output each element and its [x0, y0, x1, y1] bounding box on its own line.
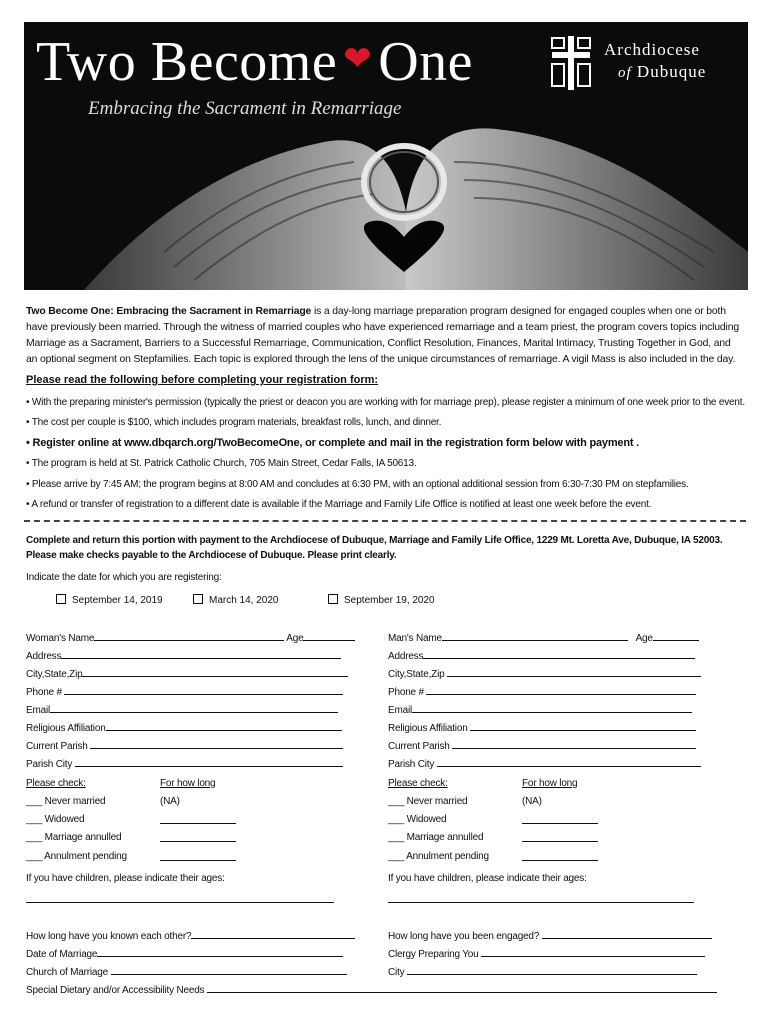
woman-widowed[interactable]: ___ Widowed [26, 814, 85, 825]
archdiocese-logo [548, 34, 738, 94]
woman-annulled-line[interactable] [160, 832, 236, 845]
man-pending-line[interactable] [522, 851, 598, 864]
heart-icon: ❤ [343, 41, 373, 78]
woman-for-how-long: For how long [160, 778, 216, 789]
woman-phone-field[interactable]: Phone # [26, 685, 343, 698]
woman-pending-line[interactable] [160, 851, 236, 864]
cross-emblem-icon [548, 34, 594, 92]
man-city-field[interactable]: City,State,Zip [388, 667, 701, 680]
read-heading: Please read the following before completing your registration form: [26, 374, 379, 386]
checkbox-icon[interactable] [56, 594, 66, 604]
logo-line2: of Dubuque [618, 62, 707, 81]
man-name-field[interactable]: Man's Name Age [388, 631, 699, 644]
man-please-check: Please check: [388, 778, 448, 789]
man-phone-field[interactable]: Phone # [388, 685, 696, 698]
date-option-3[interactable]: September 19, 2020 [328, 594, 435, 606]
man-annulled[interactable]: ___ Marriage annulled [388, 832, 484, 843]
woman-name-field[interactable]: Woman's Name Age [26, 631, 355, 644]
date-option-2[interactable]: March 14, 2020 [193, 594, 279, 606]
man-widowed[interactable]: ___ Widowed [388, 814, 447, 825]
engaged-field[interactable]: How long have you been engaged? [388, 929, 712, 942]
known-each-other-field[interactable]: How long have you known each other? [26, 929, 355, 942]
woman-email-field[interactable]: Email [26, 703, 338, 716]
bullet-schedule: • Please arrive by 7:45 AM; the program begins at 8:00 AM and concludes at 6:30 PM, with an optional additional session from 6:30-7:30 PM on stepfamilies. [26, 479, 689, 490]
intro-bold: Two Become One: Embracing the Sacrament in Remarriage [26, 306, 312, 317]
bullet-register: • Register online at www.dbqarch.org/TwoBecomeOne, or complete and mail in the registration form below with payment . [26, 437, 640, 449]
man-pending[interactable]: ___ Annulment pending [388, 851, 489, 862]
title-right: One [378, 31, 474, 93]
intro-paragraph [26, 304, 744, 368]
woman-parish-field[interactable]: Current Parish [26, 739, 343, 752]
woman-religion-field[interactable]: Religious Affiliation [26, 721, 342, 734]
woman-na: (NA) [160, 796, 180, 807]
woman-parish-city-field[interactable]: Parish City [26, 757, 343, 770]
woman-never-married[interactable]: ___ Never married [26, 796, 106, 807]
bullet-permission: • With the preparing minister's permission (typically the priest or deacon you are working with for marriage prep), please register a minimum of one week prior to the event. [26, 397, 745, 408]
date-of-marriage-field[interactable]: Date of Marriage [26, 947, 343, 960]
city-field[interactable]: City [388, 965, 697, 978]
man-parish-city-field[interactable]: Parish City [388, 757, 701, 770]
date-option-1[interactable]: September 14, 2019 [56, 594, 163, 606]
woman-please-check: Please check: [26, 778, 86, 789]
man-parish-field[interactable]: Current Parish [388, 739, 696, 752]
woman-address-field[interactable]: Address [26, 649, 341, 662]
cut-line-divider [24, 520, 746, 522]
woman-widowed-line[interactable] [160, 814, 236, 827]
man-widowed-line[interactable] [522, 814, 598, 827]
man-never-married[interactable]: ___ Never married [388, 796, 468, 807]
man-for-how-long: For how long [522, 778, 578, 789]
header-banner [24, 22, 748, 290]
indicate-date-label: Indicate the date for which you are registering: [26, 572, 222, 583]
bullet-cost: • The cost per couple is $100, which includes program materials, breakfast rolls, lunch, and dinner. [26, 417, 442, 428]
title-left: Two Become [36, 31, 338, 93]
checkbox-icon[interactable] [328, 594, 338, 604]
woman-annulled[interactable]: ___ Marriage annulled [26, 832, 122, 843]
dietary-needs-field[interactable]: Special Dietary and/or Accessibility Needs [26, 983, 717, 996]
man-religion-field[interactable]: Religious Affiliation [388, 721, 696, 734]
checkbox-icon[interactable] [193, 594, 203, 604]
bullet-refund: • A refund or transfer of registration to a different date is available if the Marriage and Family Life Office is notified at least one week before the event. [26, 499, 652, 510]
man-na: (NA) [522, 796, 542, 807]
man-children-label: If you have children, please indicate their ages: [388, 873, 587, 884]
woman-children-label: If you have children, please indicate their ages: [26, 873, 225, 884]
intro-text: is a day-long marriage preparation program designed for engaged couples when one or both have previously been married. Through the witness of married couples who have experienced remarriage and a team priest, the program covers topics including Marriage as a Sacrament, Barriers to a Successful Remarriage, Communication, Conflict Resolution, Finances, Marital Intimacy, Trusting Together in God, and an optional segment on Stepfamilies. Each topic is explored through the lens of the unique circumstances of remarriage. A vigil Mass is also included in the day. [26, 306, 739, 365]
bullet-location: • The program is held at St. Patrick Catholic Church, 705 Main Street, Cedar Falls, IA 50613. [26, 458, 417, 469]
man-children-line[interactable] [388, 893, 694, 906]
man-address-field[interactable]: Address [388, 649, 695, 662]
logo-line1: Archdiocese [604, 40, 700, 59]
woman-city-field[interactable]: City,State,Zip [26, 667, 348, 680]
banner-title [36, 31, 474, 93]
banner-subtitle: Embracing the Sacrament in Remarriage [88, 98, 402, 119]
man-annulled-line[interactable] [522, 832, 598, 845]
return-instructions: Complete and return this portion with payment to the Archdiocese of Dubuque, Marriage and Family Life Office, 1229 Mt. Loretta Ave, Dubuque, IA 52003. Please make checks payable to the Archdiocese of Dubuque. Please print clearly. [26, 535, 723, 561]
man-email-field[interactable]: Email [388, 703, 692, 716]
clergy-field[interactable]: Clergy Preparing You [388, 947, 705, 960]
woman-children-line[interactable] [26, 893, 334, 906]
church-of-marriage-field[interactable]: Church of Marriage [26, 965, 347, 978]
woman-pending[interactable]: ___ Annulment pending [26, 851, 127, 862]
